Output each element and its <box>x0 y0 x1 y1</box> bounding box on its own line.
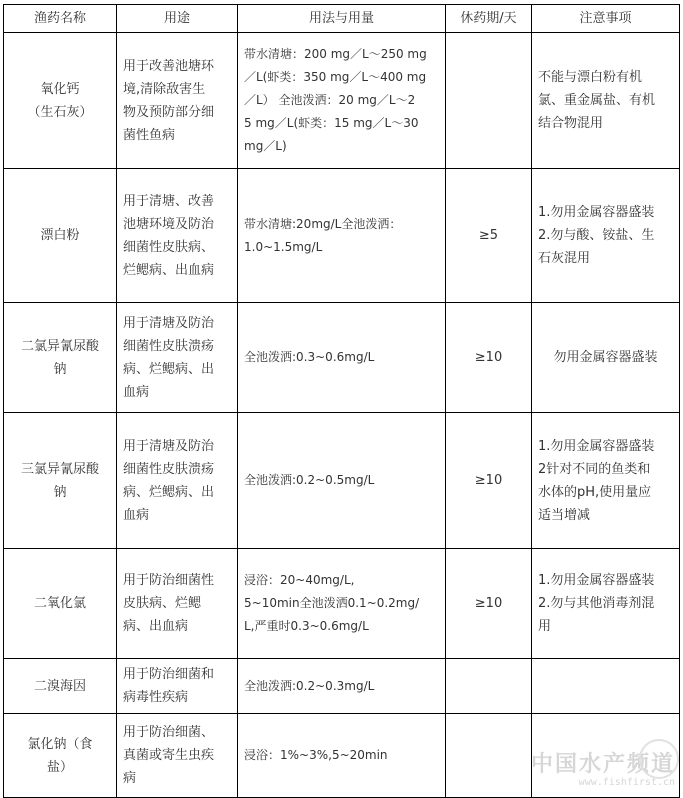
cell-notes <box>532 659 680 714</box>
cell-use <box>117 303 238 413</box>
cell-withdrawal-period-line: ≥10 <box>474 596 503 611</box>
table-row <box>4 303 680 413</box>
cell-dosage-line: 全池泼洒:0.2~0.5mg/L <box>244 473 375 487</box>
cell-drug-name-line: 氧化钙 <box>40 81 80 97</box>
cell-use-line: 池塘环境及防治 <box>123 216 215 232</box>
cell-notes-line: 2.勿与酸、铵盐、生 <box>538 228 655 243</box>
cell-dosage-line: 1.0~1.5mg/L <box>244 239 323 254</box>
cell-dosage <box>238 169 446 303</box>
cell-notes <box>532 413 680 549</box>
cell-use-line: 皮肤病、烂鳃 <box>123 596 202 611</box>
cell-dosage <box>238 659 446 714</box>
cell-notes-line: 不能与漂白粉有机 <box>538 70 643 85</box>
cell-use-line: 真菌或寄生虫疾 <box>123 748 215 763</box>
cell-dosage-line: ／L） 全池泼洒：20 mg／L～2 <box>244 93 416 107</box>
cell-dosage-line: mg／L) <box>244 139 287 153</box>
cell-use-line: 用于清塘、改善 <box>123 193 215 209</box>
globe-icon <box>639 739 679 779</box>
cell-use <box>117 33 238 169</box>
cell-use-line: 细菌性皮肤溃疡 <box>123 338 215 354</box>
fishery-drug-table <box>3 4 680 798</box>
cell-withdrawal-period-line: ≥10 <box>474 350 503 365</box>
cell-drug-name-line: 氯化钠（食 <box>27 736 93 752</box>
cell-drug-name-line: 钠 <box>53 484 67 500</box>
cell-drug-name-line: 钠 <box>53 361 67 377</box>
cell-dosage-line: L,严重时0.3~0.6mg/L <box>244 619 369 633</box>
cell-dosage <box>238 413 446 549</box>
header-drug-name: 渔药名称 <box>4 5 117 33</box>
cell-dosage <box>238 549 446 659</box>
cell-withdrawal-period-line: ≥10 <box>474 473 503 488</box>
cell-use-line: 血病 <box>123 507 150 523</box>
cell-use-line: 物及预防部分细 <box>123 104 215 120</box>
cell-drug-name <box>4 714 117 798</box>
cell-use-line: 用于防治细菌和 <box>123 667 215 682</box>
cell-dosage-line: 全池泼洒:0.2~0.3mg/L <box>244 678 375 693</box>
table-row <box>4 659 680 714</box>
header-row <box>4 5 680 33</box>
cell-notes-line: 1.勿用金属容器盛装 <box>538 205 655 220</box>
cell-withdrawal-period <box>446 303 532 413</box>
cell-use-line: 境,清除敌害生 <box>123 81 206 97</box>
cell-dosage-line: 浸浴：1%~3%,5~20min <box>244 748 388 762</box>
cell-notes-line: 结合物混用 <box>538 116 604 131</box>
header-notes: 注意事项 <box>532 5 680 33</box>
cell-use <box>117 413 238 549</box>
cell-dosage-line: 浸浴：20~40mg/L, <box>244 573 355 587</box>
cell-dosage <box>238 714 446 798</box>
cell-withdrawal-period <box>446 549 532 659</box>
header-use: 用途 <box>117 5 238 33</box>
table-row <box>4 549 680 659</box>
cell-use-line: 病、出血病 <box>123 619 189 634</box>
cell-drug-name <box>4 659 117 714</box>
cell-withdrawal-period <box>446 413 532 549</box>
watermark-main: 中国水产频道 <box>530 752 675 777</box>
cell-dosage-line: ／L(虾类：350 mg／L～400 mg <box>244 70 427 84</box>
cell-dosage-line: 5 mg／L(虾类：15 mg／L～30 <box>244 116 419 130</box>
cell-dosage-line: 带水清塘：200 mg／L～250 mg <box>244 47 427 61</box>
cell-notes-line: 1.勿用金属容器盛装 <box>538 438 655 454</box>
cell-drug-name-line: 二氧化氯 <box>33 596 86 611</box>
cell-notes <box>532 169 680 303</box>
cell-dosage-line: 带水清塘:20mg/L全池泼洒： <box>244 216 402 231</box>
cell-drug-name-line: 漂白粉 <box>40 228 80 243</box>
cell-use-line: 用于防治细菌、 <box>123 725 215 740</box>
cell-use <box>117 659 238 714</box>
cell-drug-name-line: 盐） <box>46 759 73 775</box>
cell-notes-line: 适当增减 <box>538 507 591 523</box>
table-row <box>4 33 680 169</box>
cell-drug-name <box>4 303 117 413</box>
cell-withdrawal-period <box>446 714 532 798</box>
watermark-url: www.fishfirst.cn <box>578 777 675 788</box>
cell-drug-name <box>4 549 117 659</box>
cell-notes-line: 水体的pH,使用量应 <box>538 484 652 500</box>
cell-use-line: 血病 <box>123 384 150 400</box>
cell-use-line: 用于清塘及防治 <box>123 315 215 331</box>
cell-use-line: 用于改善池塘环 <box>123 58 215 74</box>
cell-withdrawal-period <box>446 169 532 303</box>
cell-drug-name <box>4 33 117 169</box>
cell-withdrawal-period <box>446 659 532 714</box>
cell-use-line: 细菌性皮肤病、 <box>123 239 215 255</box>
cell-use <box>117 169 238 303</box>
cell-dosage <box>238 33 446 169</box>
cell-notes-line: 勿用金属容器盛装 <box>553 350 658 365</box>
watermark <box>531 753 675 788</box>
cell-drug-name-line: 三氯异氰尿酸 <box>20 461 99 477</box>
cell-use-line: 用于防治细菌性 <box>123 573 215 588</box>
cell-drug-name-line: 二溴海因 <box>33 678 86 694</box>
cell-use-line: 病毒性疾病 <box>123 690 189 705</box>
cell-drug-name-line: （生石灰） <box>27 104 93 120</box>
cell-notes <box>532 303 680 413</box>
cell-use-line: 烂鳃病、出血病 <box>123 262 215 278</box>
cell-notes-line: 用 <box>538 619 552 634</box>
cell-drug-name <box>4 169 117 303</box>
cell-withdrawal-period <box>446 33 532 169</box>
cell-drug-name <box>4 413 117 549</box>
header-withdrawal-period: 休药期/天 <box>446 5 532 33</box>
cell-use-line: 用于清塘及防治 <box>123 438 215 454</box>
cell-dosage-line: 5~10min全池泼洒0.1~0.2mg/ <box>244 596 420 610</box>
cell-use-line: 病 <box>123 771 137 786</box>
cell-use-line: 病、烂鳃病、出 <box>123 484 215 500</box>
cell-use-line: 细菌性皮肤溃疡 <box>123 461 215 477</box>
cell-notes-line: 2针对不同的鱼类和 <box>538 461 651 477</box>
cell-dosage-line: 全池泼洒:0.3~0.6mg/L <box>244 350 375 364</box>
cell-notes <box>532 33 680 169</box>
cell-notes <box>532 549 680 659</box>
cell-use-line: 菌性鱼病 <box>123 127 176 143</box>
cell-notes-line: 石灰混用 <box>538 251 591 266</box>
table-row <box>4 413 680 549</box>
cell-use <box>117 714 238 798</box>
cell-use-line: 病、烂鳃病、出 <box>123 361 215 377</box>
table-body <box>4 33 680 798</box>
cell-drug-name-line: 二氯异氰尿酸 <box>20 338 99 354</box>
table-row <box>4 169 680 303</box>
cell-use <box>117 549 238 659</box>
header-dosage: 用法与用量 <box>238 5 446 33</box>
cell-notes-line: 1.勿用金属容器盛装 <box>538 573 655 588</box>
cell-notes-line: 氯、重金属盐、有机 <box>538 93 656 108</box>
cell-dosage <box>238 303 446 413</box>
cell-notes-line: 2.勿与其他消毒剂混 <box>538 596 655 611</box>
cell-withdrawal-period-line: ≥5 <box>478 228 499 243</box>
